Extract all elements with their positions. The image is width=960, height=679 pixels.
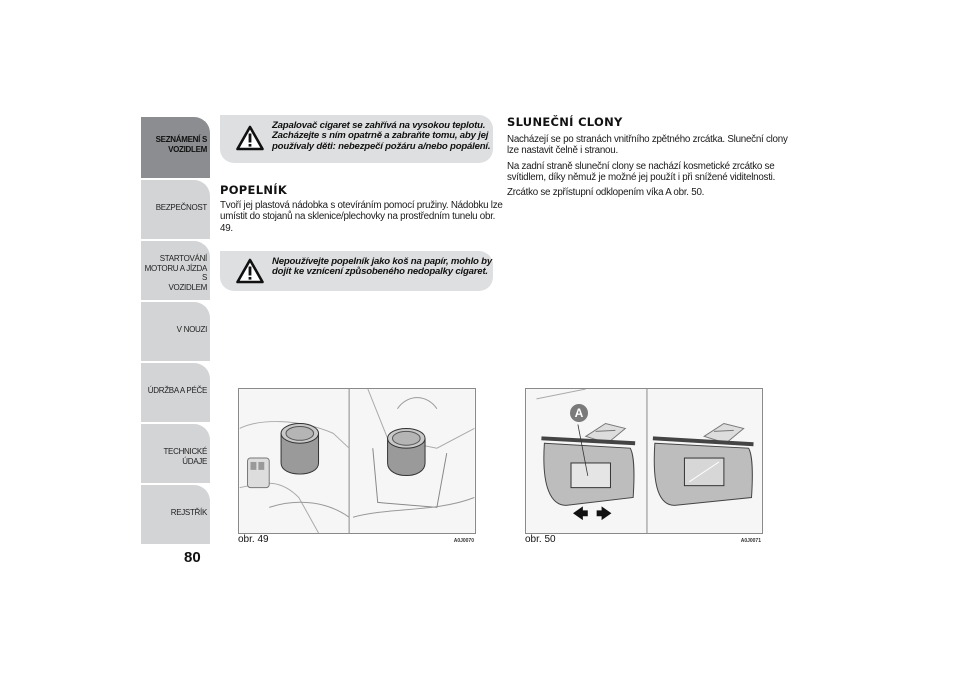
tab-seznameni-s-vozidlem[interactable] [141, 117, 210, 178]
text-line: umístit do stojanů na sklenice/plechovky na prostředním tunelu obr. [220, 211, 496, 223]
figure-caption: obr. 50 [525, 534, 556, 545]
figure-50 [525, 388, 763, 548]
figure-code: A0J0070 [453, 538, 474, 544]
tab-label-line: BEZPEČNOST [155, 203, 207, 212]
tab-label-line: VOZIDLEM [168, 144, 207, 154]
tab-v-nouzi[interactable] [141, 302, 210, 361]
paragraph-slunecni-clony [507, 134, 788, 198]
figure-caption: obr. 49 [238, 534, 269, 545]
text-line: Zrcátko se zpřístupní odklopením víka A obr. 50. [507, 187, 705, 199]
tab-startovani[interactable] [141, 241, 210, 300]
tab-rejstrik[interactable] [141, 485, 210, 544]
warning-line: Zapalovač cigaret se zahřívá na vysokou teplotu. [272, 120, 486, 131]
tab-label-line: ÚDRŽBA A PÉČE [147, 386, 207, 395]
warning-box-lighter [220, 115, 493, 163]
warning-triangle-icon [236, 258, 264, 284]
text-line: 49. [220, 222, 233, 234]
warning-line: Zacházejte s ním opatrně a zabraňte tomu, aby jej [272, 130, 489, 142]
sun-visor-illustration [525, 388, 763, 534]
warning-line: dojít ke vznícení způsobeného nedopalky cigaret. [272, 266, 488, 278]
tab-label-line: MOTORU A JÍZDA S [144, 263, 207, 282]
tab-label-line: SEZNÁMENÍ S [155, 135, 207, 144]
ashtray-illustration [238, 388, 476, 534]
figure-49 [238, 388, 476, 548]
page-number: 80 [184, 549, 201, 566]
text-line: Nacházejí se po stranách vnitřního zpětného zrcátka. Sluneční clony [507, 134, 788, 145]
tab-label-line: REJSTŘÍK [170, 508, 207, 517]
tab-technicke-udaje[interactable] [141, 424, 210, 483]
warning-line: Nepoužívejte popelník jako koš na papír, mohlo by [272, 256, 492, 267]
tab-udrzba-a-pece[interactable] [141, 363, 210, 422]
warning-box-ashtray [220, 251, 493, 291]
text-line: Na zadní straně sluneční clony se nachází kosmetické zrcátko se [507, 160, 775, 172]
callout-badge-a [570, 404, 588, 422]
text-line: lze nastavit čelně i stranou. [507, 145, 618, 157]
tab-label-line: VOZIDLEM [168, 282, 207, 292]
text-line: svítidlem, díky němuž je možné jej použít i při snížené viditelnosti. [507, 171, 776, 183]
warning-line: používaly děti: nebezpečí požáru a/nebo popálení. [272, 140, 491, 152]
text-line: Tvoří jej plastová nádobka s otevíráním pomocí pružiny. Nádobku lze [220, 200, 503, 211]
callout-letter: A [574, 406, 584, 420]
warning-triangle-icon [236, 125, 264, 151]
tab-bezpecnost[interactable] [141, 180, 210, 239]
section-heading-popelnik: POPELNÍK [220, 183, 288, 197]
tab-label-line: V NOUZI [176, 325, 207, 334]
section-heading-slunecni-clony: SLUNEČNÍ CLONY [507, 115, 623, 129]
figure-code: A0J0071 [740, 538, 761, 544]
tab-label-line: STARTOVÁNÍ [159, 254, 207, 263]
paragraph-popelnik [220, 200, 503, 234]
tab-label-line: TECHNICKÉ ÚDAJE [163, 447, 207, 466]
